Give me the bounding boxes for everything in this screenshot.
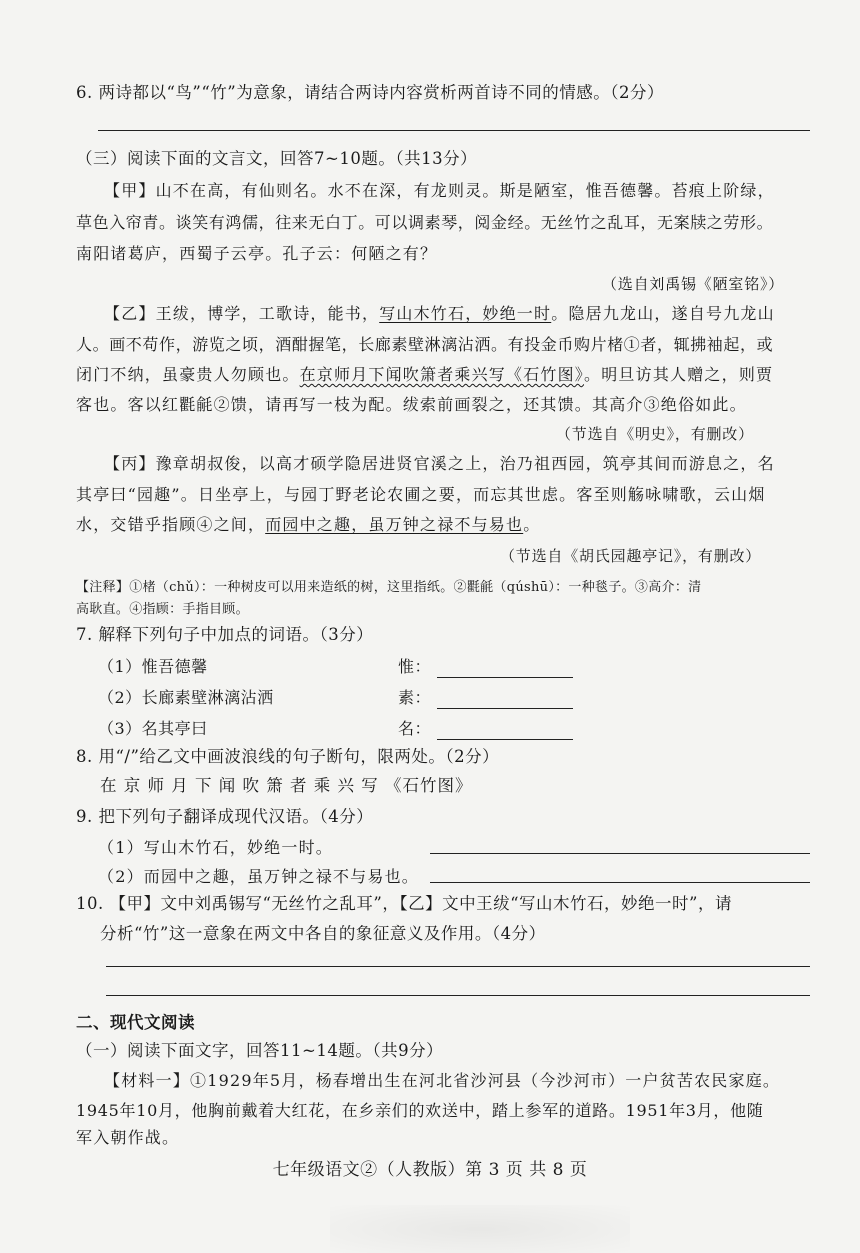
part-heading: 二、现代文阅读 (76, 1013, 195, 1032)
question-9: 9. 把下列句子翻译成现代汉语。（4分） (76, 807, 374, 826)
section-heading: （一）阅读下面文字，回答11~14题。（共9分） (76, 1041, 444, 1060)
passage-source: （节选自《明史》，有删改） (556, 425, 754, 443)
q7-answer (398, 656, 573, 678)
answer-blank[interactable] (437, 722, 573, 740)
q7-label: 惟： (398, 657, 432, 676)
passage-yi-line (76, 364, 773, 386)
q7-label: 名： (398, 719, 432, 738)
q7-item: （2）长廊素壁淋漓沾洒 (98, 688, 274, 707)
page-footer: 七年级语文②（人教版）第 3 页 共 8 页 (272, 1160, 588, 1180)
passage-jia-line: 草色入帘青。谈笑有鸿儒，往来无白丁。可以调素琴，阅金经。无丝竹之乱耳，无案牍之劳形。 (76, 213, 774, 232)
question-7: 7. 解释下列句子中加点的词语。（3分） (76, 625, 374, 644)
answer-blank[interactable] (437, 660, 573, 678)
wavy-underlined-sentence: 在京师月下闻吹箫者乘兴写《石竹图》 (299, 365, 585, 384)
notes-line: 【注释】①楮（chǔ）：一种树皮可以用来造纸的树，这里指纸。②氍毹（qúshū）：一种毯子。③高介：清 (76, 580, 702, 595)
question-10: 10. 【甲】文中刘禹锡写“无丝竹之乱耳”，【乙】文中王绂“写山木竹石，妙绝一时”，请 (76, 894, 732, 913)
q7-label: 素： (398, 688, 432, 707)
text-segment: 。 (523, 515, 541, 534)
answer-line[interactable] (106, 966, 810, 967)
text-segment: 。明旦访其人赠之，则贾 (584, 365, 774, 384)
text-segment: 【乙】王绂，博学，工歌诗，能书， (104, 304, 380, 323)
question-8: 8. 用“/”给乙文中画波浪线的句子断句，限两处。（2分） (76, 747, 500, 766)
underlined-sentence: 而园中之趣，虽万钟之禄不与易也 (265, 515, 524, 534)
q7-item: （1）惟吾德馨 (98, 657, 208, 676)
section-heading: （三）阅读下面的文言文，回答7~10题。（共13分） (76, 149, 478, 168)
passage-bing-line: 其亭曰“园趣”。日坐亭上，与园丁野老论农圃之要，而忘其世虑。客至则觞咏啸歌，云山烟 (76, 485, 766, 504)
q9-item: （2）而园中之趣，虽万钟之禄不与易也。 (98, 867, 419, 886)
q9-item: （1）写山木竹石，妙绝一时。 (98, 838, 333, 857)
answer-blank[interactable] (437, 691, 573, 709)
q8-sentence: 在 京 师 月 下 闻 吹 箫 者 乘 兴 写 《石竹图》 (100, 776, 473, 795)
answer-line[interactable] (106, 995, 810, 996)
text-segment: 闭门不纳，虽豪贵人勿顾也。 (76, 365, 300, 384)
question-10: 分析“竹”这一意象在两文中各自的象征意义及作用。（4分） (100, 924, 546, 943)
passage-yi-line: 人。画不苟作，游览之顷，酒酣握笔，长廊素壁淋漓沾洒。有投金币购片楮①者，辄拂袖起，或 (76, 335, 774, 354)
q7-item: （3）名其亭曰 (98, 719, 208, 738)
material-line: 1945年10月，他胸前戴着大红花，在乡亲们的欢送中，踏上参军的道路。1951年3月，他随 (76, 1101, 764, 1120)
answer-line (98, 130, 810, 131)
text-segment: 。隐居九龙山，遂自号九龙山 (551, 304, 775, 323)
material-line: 军入朝作战。 (76, 1128, 180, 1147)
answer-line[interactable] (430, 853, 810, 854)
passage-jia-line: 【甲】山不在高，有仙则名。水不在深，有龙则灵。斯是陋室，惟吾德馨。苔痕上阶绿， (104, 181, 775, 200)
notes-line: 高耿直。④指顾：手指目顾。 (76, 602, 249, 617)
passage-jia-line: 南阳诸葛庐，西蜀子云亭。孔子云：何陋之有？ (76, 244, 438, 263)
q7-answer (398, 718, 573, 740)
q7-answer (398, 687, 573, 709)
passage-bing-line (76, 514, 540, 536)
passage-yi-line (104, 303, 775, 325)
passage-bing-line: 【丙】豫章胡叔俊，以高才硕学隐居进贤官溪之上，治乃祖西园，筑亭其间而游息之，名 (104, 454, 775, 473)
scan-shadow (330, 1205, 630, 1253)
passage-yi-line: 客也。客以红氍毹②馈，请再写一枝为配。绂索前画裂之，还其馈。其高介③绝俗如此。 (76, 395, 747, 414)
answer-line[interactable] (430, 882, 810, 883)
question-6: 6. 两诗都以“鸟”“竹”为意象，请结合两诗内容赏析两首诗不同的情感。（2分） (76, 83, 664, 102)
passage-source: （节选自《胡氏园趣亭记》，有删改） (500, 547, 762, 565)
underlined-sentence: 写山木竹石，妙绝一时 (379, 304, 552, 323)
passage-source: （选自刘禹锡《陋室铭》） (602, 275, 785, 293)
text-segment: 水，交错乎指顾④之间， (76, 515, 266, 534)
material-line: 【材料一】①1929年5月，杨春增出生在河北省沙河县（今沙河市）一户贫苦农民家庭。 (104, 1071, 781, 1090)
